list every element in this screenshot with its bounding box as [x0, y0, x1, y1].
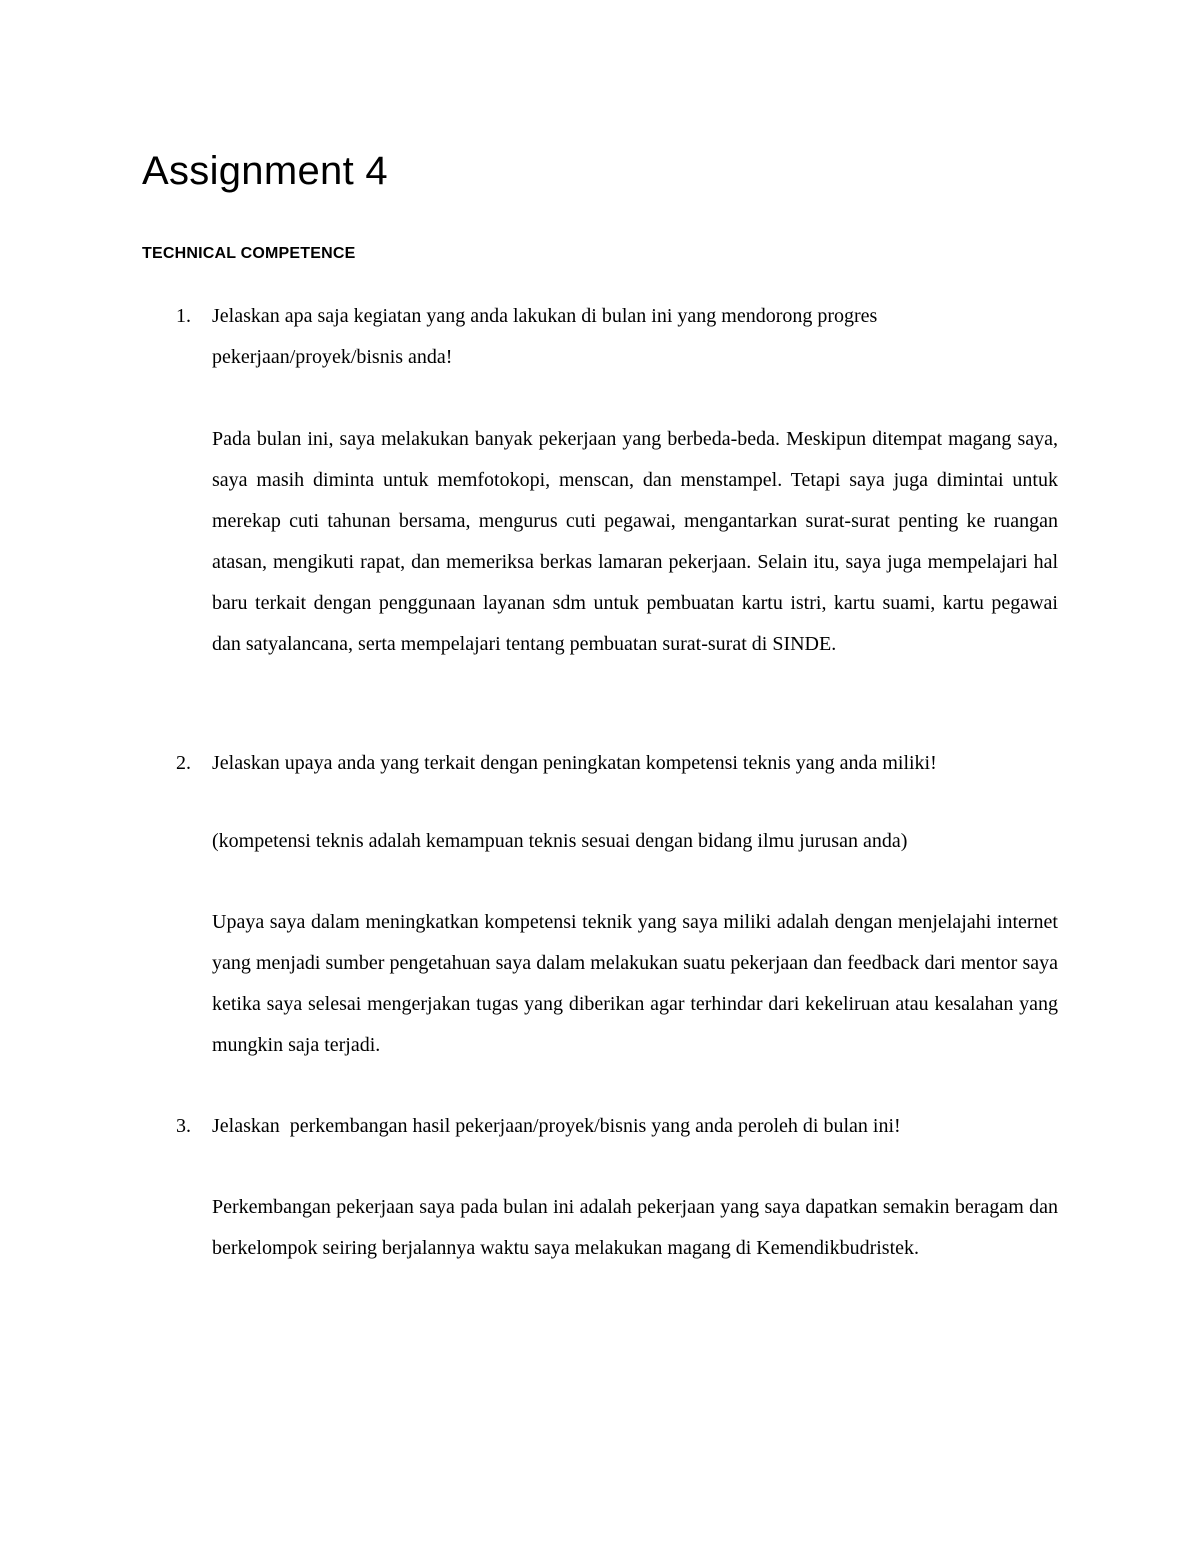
answer-2 [212, 902, 1058, 1066]
answer-3-text: Perkembangan pekerjaan saya pada bulan ini adalah pekerjaan yang saya dapatkan semakin beragam dan berkelompok seiring berjalannya waktu saya melakukan magang di Kemendikbudristek. [212, 1196, 1058, 1259]
question-2-number: 2. [176, 752, 191, 774]
question-2-note: (kompetensi teknis adalah kemampuan teknis sesuai dengan bidang ilmu jurusan anda) [212, 830, 908, 852]
question-1-number: 1. [176, 305, 191, 327]
answer-3 [212, 1187, 1058, 1269]
answer-1-text: Pada bulan ini, saya melakukan banyak pekerjaan yang berbeda-beda. Meskipun ditempat magang saya, saya masih diminta untuk memfotokopi, menscan, dan menstampel. Tetapi saya juga dimintai untuk merekap cuti tahunan bersama, mengurus cuti pegawai, mengantarkan surat-surat penting ke ruangan atasan, mengikuti rapat, dan memeriksa berkas lamaran pekerjaan. Selain itu, saya juga mempelajari hal baru terkait dengan penggunaan layanan sdm untuk pembuatan kartu istri, kartu suami, kartu pegawai dan satyalancana, serta mempelajari tentang pembuatan surat-surat di SINDE. [212, 428, 1058, 655]
question-1 [176, 296, 1058, 378]
question-3 [176, 1106, 1058, 1147]
answer-2-text: Upaya saya dalam meningkatkan kompetensi teknik yang saya miliki adalah dengan menjelajahi internet yang menjadi sumber pengetahuan saya dalam melakukan suatu pekerjaan dan feedback dari mentor saya ketika saya selesai mengerjakan tugas yang diberikan agar terhindar dari kekeliruan atau kesalahan yang mungkin saja terjadi. [212, 911, 1058, 1056]
question-3-text: Jelaskan perkembangan hasil pekerjaan/proyek/bisnis yang anda peroleh di bulan ini! [212, 1115, 901, 1137]
question-2-text: Jelaskan upaya anda yang terkait dengan peningkatan kompetensi teknis yang anda miliki! [212, 752, 937, 774]
question-1-text: Jelaskan apa saja kegiatan yang anda lakukan di bulan ini yang mendorong progres pekerjaan/proyek/bisnis anda! [212, 305, 878, 368]
question-3-number: 3. [176, 1115, 191, 1137]
section-heading: TECHNICAL COMPETENCE [142, 245, 356, 262]
question-2 [176, 743, 1058, 784]
document-title: Assignment 4 [142, 149, 388, 193]
answer-1 [212, 419, 1058, 665]
